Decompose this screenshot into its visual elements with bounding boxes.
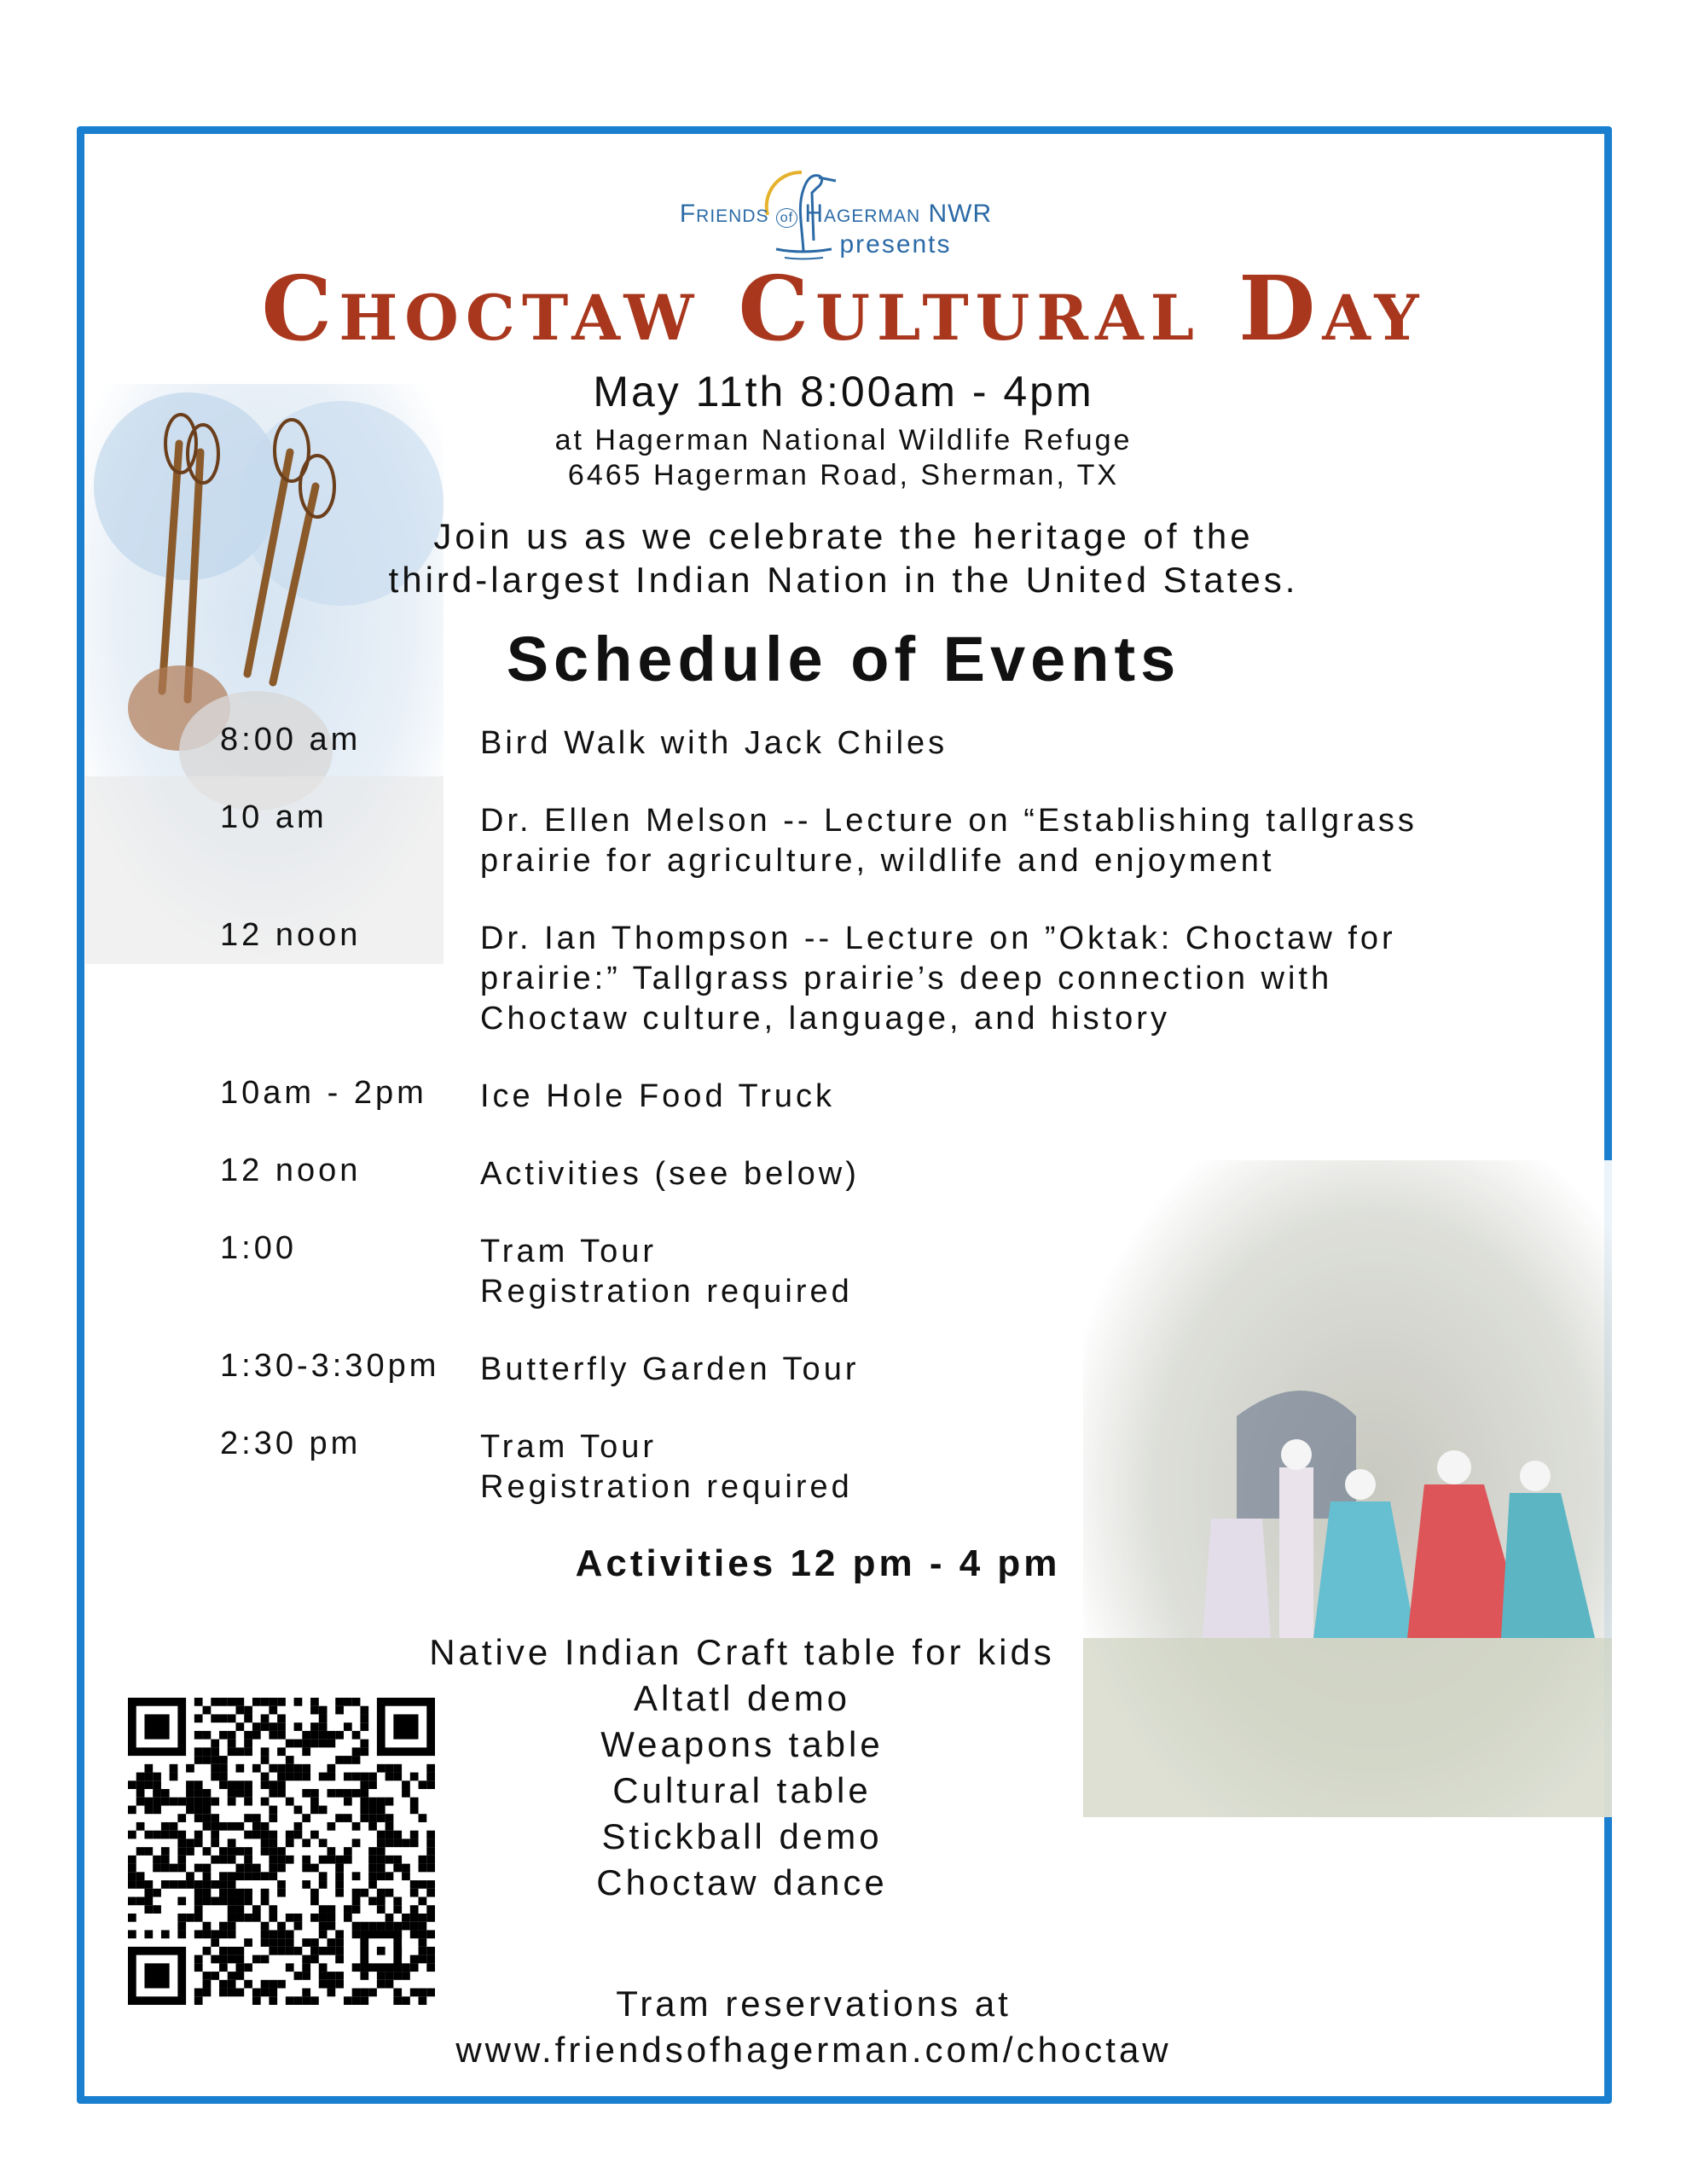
schedule-row (220, 1077, 1551, 1117)
schedule-time: 2:30 pm (220, 1426, 362, 1461)
schedule-row (220, 919, 1551, 1039)
schedule-heading: Schedule of Events (506, 624, 1181, 694)
schedule-event-line: Registration required (480, 1274, 853, 1310)
schedule-time: 8:00 am (220, 722, 362, 758)
schedule-time: 12 noon (220, 917, 362, 953)
schedule-list (220, 723, 1551, 1545)
schedule-event-line: Tram Tour (480, 1234, 658, 1269)
intro-line-1: Join us as we celebrate the heritage of the (433, 516, 1254, 556)
schedule-event (480, 801, 1551, 881)
schedule-event-line: prairie:” Tallgrass prairie’s deep connection with (480, 961, 1333, 996)
tram-line-1: Tram reservations at (616, 1984, 1012, 2024)
activity-item: Stickball demo (601, 1816, 883, 1856)
friends-logo (657, 155, 1015, 262)
schedule-row (220, 1232, 1551, 1312)
schedule-time: 1:30-3:30pm (220, 1348, 440, 1384)
schedule-row (220, 1427, 1551, 1507)
schedule-row (220, 1154, 1551, 1194)
schedule-time: 1:00 (220, 1230, 297, 1266)
schedule-event-line: Butterfly Garden Tour (480, 1351, 860, 1387)
schedule-event (480, 919, 1551, 1039)
schedule-event-line: Tram Tour (480, 1429, 658, 1465)
location-line-1: at Hagerman National Wildlife Refuge (554, 424, 1133, 456)
schedule-event (480, 1350, 1551, 1390)
intro-line-2: third-largest Indian Nation in the United States. (388, 560, 1299, 600)
schedule-row (220, 723, 1551, 764)
activities-heading: Activities 12 pm - 4 pm (575, 1542, 1061, 1584)
schedule-row (220, 801, 1551, 881)
schedule-event (480, 1427, 1551, 1507)
schedule-event (480, 1077, 1551, 1117)
event-title: Choctaw Cultural Day (261, 256, 1426, 361)
activity-item: Weapons table (600, 1724, 884, 1764)
schedule-event-line: Registration required (480, 1469, 853, 1505)
tram-url-link[interactable]: www.friendsofhagerman.com/choctaw (455, 2030, 1172, 2070)
event-date-time: May 11th 8:00am - 4pm (593, 368, 1094, 415)
activity-item: Altatl demo (633, 1678, 851, 1718)
schedule-time: 10am - 2pm (220, 1075, 427, 1111)
schedule-event (480, 1154, 1551, 1194)
location-line-2: 6465 Hagerman Road, Sherman, TX (567, 459, 1120, 491)
schedule-event-line: Activities (see below) (480, 1156, 860, 1192)
schedule-row (220, 1350, 1551, 1390)
schedule-event-line: Dr. Ellen Melson -- Lecture on “Establishing tallgrass (480, 803, 1417, 839)
activity-item: Native Indian Craft table for kids (429, 1632, 1055, 1672)
schedule-time: 10 am (220, 799, 328, 835)
schedule-event-line: Choctaw culture, language, and history (480, 1001, 1170, 1037)
schedule-event (480, 1232, 1551, 1312)
org-name: Friends of Hagerman NWR (679, 200, 993, 228)
schedule-event-line: prairie for agriculture, wildlife and enjoyment (480, 843, 1275, 879)
schedule-event (480, 723, 1551, 764)
presents-label: presents (839, 230, 952, 258)
schedule-event-line: Ice Hole Food Truck (480, 1078, 836, 1114)
activities-list (401, 1629, 1083, 1906)
tram-reservations (0, 1981, 1687, 2073)
qr-code-icon[interactable] (128, 1698, 435, 2005)
schedule-event-line: Bird Walk with Jack Chiles (480, 725, 948, 761)
schedule-event-line: Dr. Ian Thompson -- Lecture on ”Oktak: Choctaw for (480, 921, 1396, 956)
schedule-time: 12 noon (220, 1153, 362, 1188)
activity-item: Cultural table (612, 1770, 872, 1810)
activity-item: Choctaw dance (596, 1862, 888, 1902)
